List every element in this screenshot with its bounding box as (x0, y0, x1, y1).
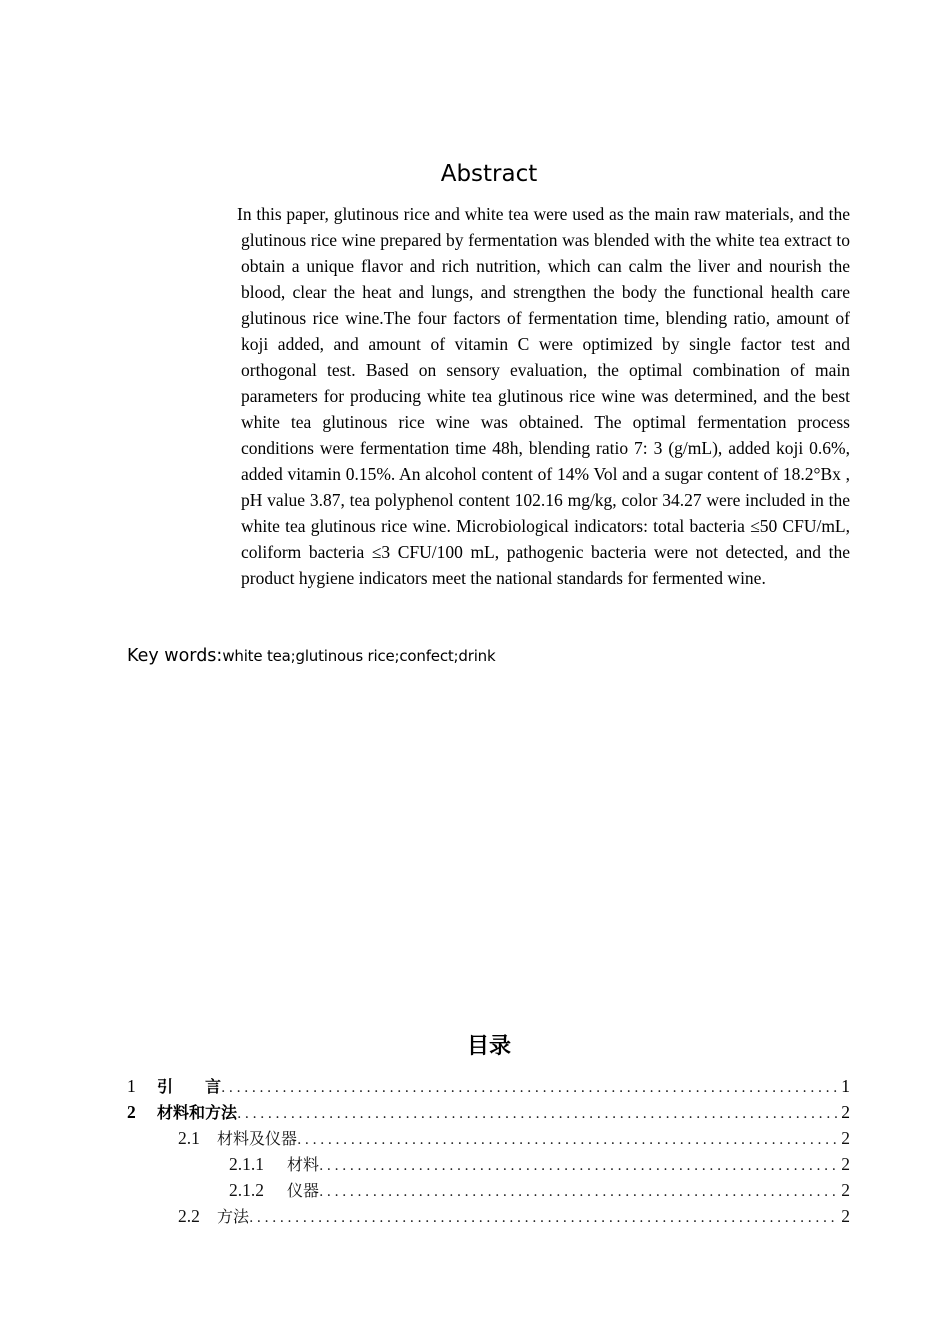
keywords-label: Key words: (127, 646, 223, 666)
toc-dot-leader (297, 1127, 839, 1153)
toc-entry-page: 2 (841, 1206, 850, 1226)
toc-entry-page: 1 (841, 1076, 850, 1096)
toc-entry-number: 2.2 (178, 1206, 200, 1226)
toc-dot-leader (249, 1205, 839, 1231)
toc-dot-leader (221, 1075, 839, 1101)
toc-entry-number: 1 (127, 1076, 136, 1096)
toc-entry-number: 2.1.2 (229, 1180, 264, 1200)
keywords-line (127, 643, 495, 669)
toc-entry-2-2[interactable] (178, 1203, 850, 1229)
keywords-value: white tea;glutinous rice;confect;drink (222, 647, 496, 665)
toc-entry-page: 2 (841, 1180, 850, 1200)
toc-dot-leader (319, 1179, 839, 1205)
toc-entry-label: 材料及仪器 (217, 1129, 298, 1148)
toc-entry-2-1-2[interactable] (229, 1177, 850, 1203)
toc-entry-number: 2.1 (178, 1128, 200, 1148)
toc-entry-2[interactable] (127, 1099, 850, 1125)
toc-entry-label: 引 言 (157, 1077, 222, 1096)
toc-entry-page: 2 (841, 1102, 850, 1122)
toc-entry-number: 2.1.1 (229, 1154, 264, 1174)
toc-entry-1[interactable] (127, 1073, 850, 1099)
abstract-body: In this paper, glutinous rice and white tea were used as the main raw materials, and the glutinous rice wine prepared by fermentation was blended with the white tea extract to obtain a unique flavor and rich nutrition, which can calm the liver and nourish the blood, clear the heat and lungs, and strengthen the body the functional health care glutinous rice wine.The four factors of fermentation time, blending ratio, amount of koji added, and amount of vitamin C were optimized by single factor test and orthogonal test. Based on sensory evaluation, the optimal combination of main parameters for producing white tea glutinous rice wine was determined, and the best white tea glutinous rice wine was obtained. The optimal fermentation process conditions were fermentation time 48h, blending ratio 7: 3 (g/mL), added koji 0.6%, added vitamin 0.15%. An alcohol content of 14% Vol and a sugar content of 18.2°Bx , pH value 3.87, tea polyphenol content 102.16 mg/kg, color 34.27 were included in the white tea glutinous rice wine. Microbiological indicators: total bacteria ≤50 CFU/mL, coliform bacteria ≤3 CFU/100 mL, pathogenic bacteria were not detected, and the product hygiene indicators meet the national standards for fermented wine. (237, 204, 850, 588)
toc-entry-label: 仪器 (287, 1181, 320, 1200)
toc-dot-leader (319, 1153, 839, 1179)
toc-dot-leader (237, 1101, 839, 1127)
toc-entry-number: 2 (127, 1102, 136, 1122)
toc-entry-page: 2 (841, 1128, 850, 1148)
toc-entry-label: 材料和方法 (157, 1103, 238, 1122)
abstract-title: Abstract (440, 161, 538, 187)
toc-entry-2-1[interactable] (178, 1125, 850, 1151)
toc-entry-label: 材料 (287, 1155, 320, 1174)
toc-entry-2-1-1[interactable] (229, 1151, 850, 1177)
toc-entry-page: 2 (841, 1154, 850, 1174)
toc-entry-label: 方法 (217, 1207, 250, 1226)
toc-title: 目录 (466, 1034, 511, 1059)
